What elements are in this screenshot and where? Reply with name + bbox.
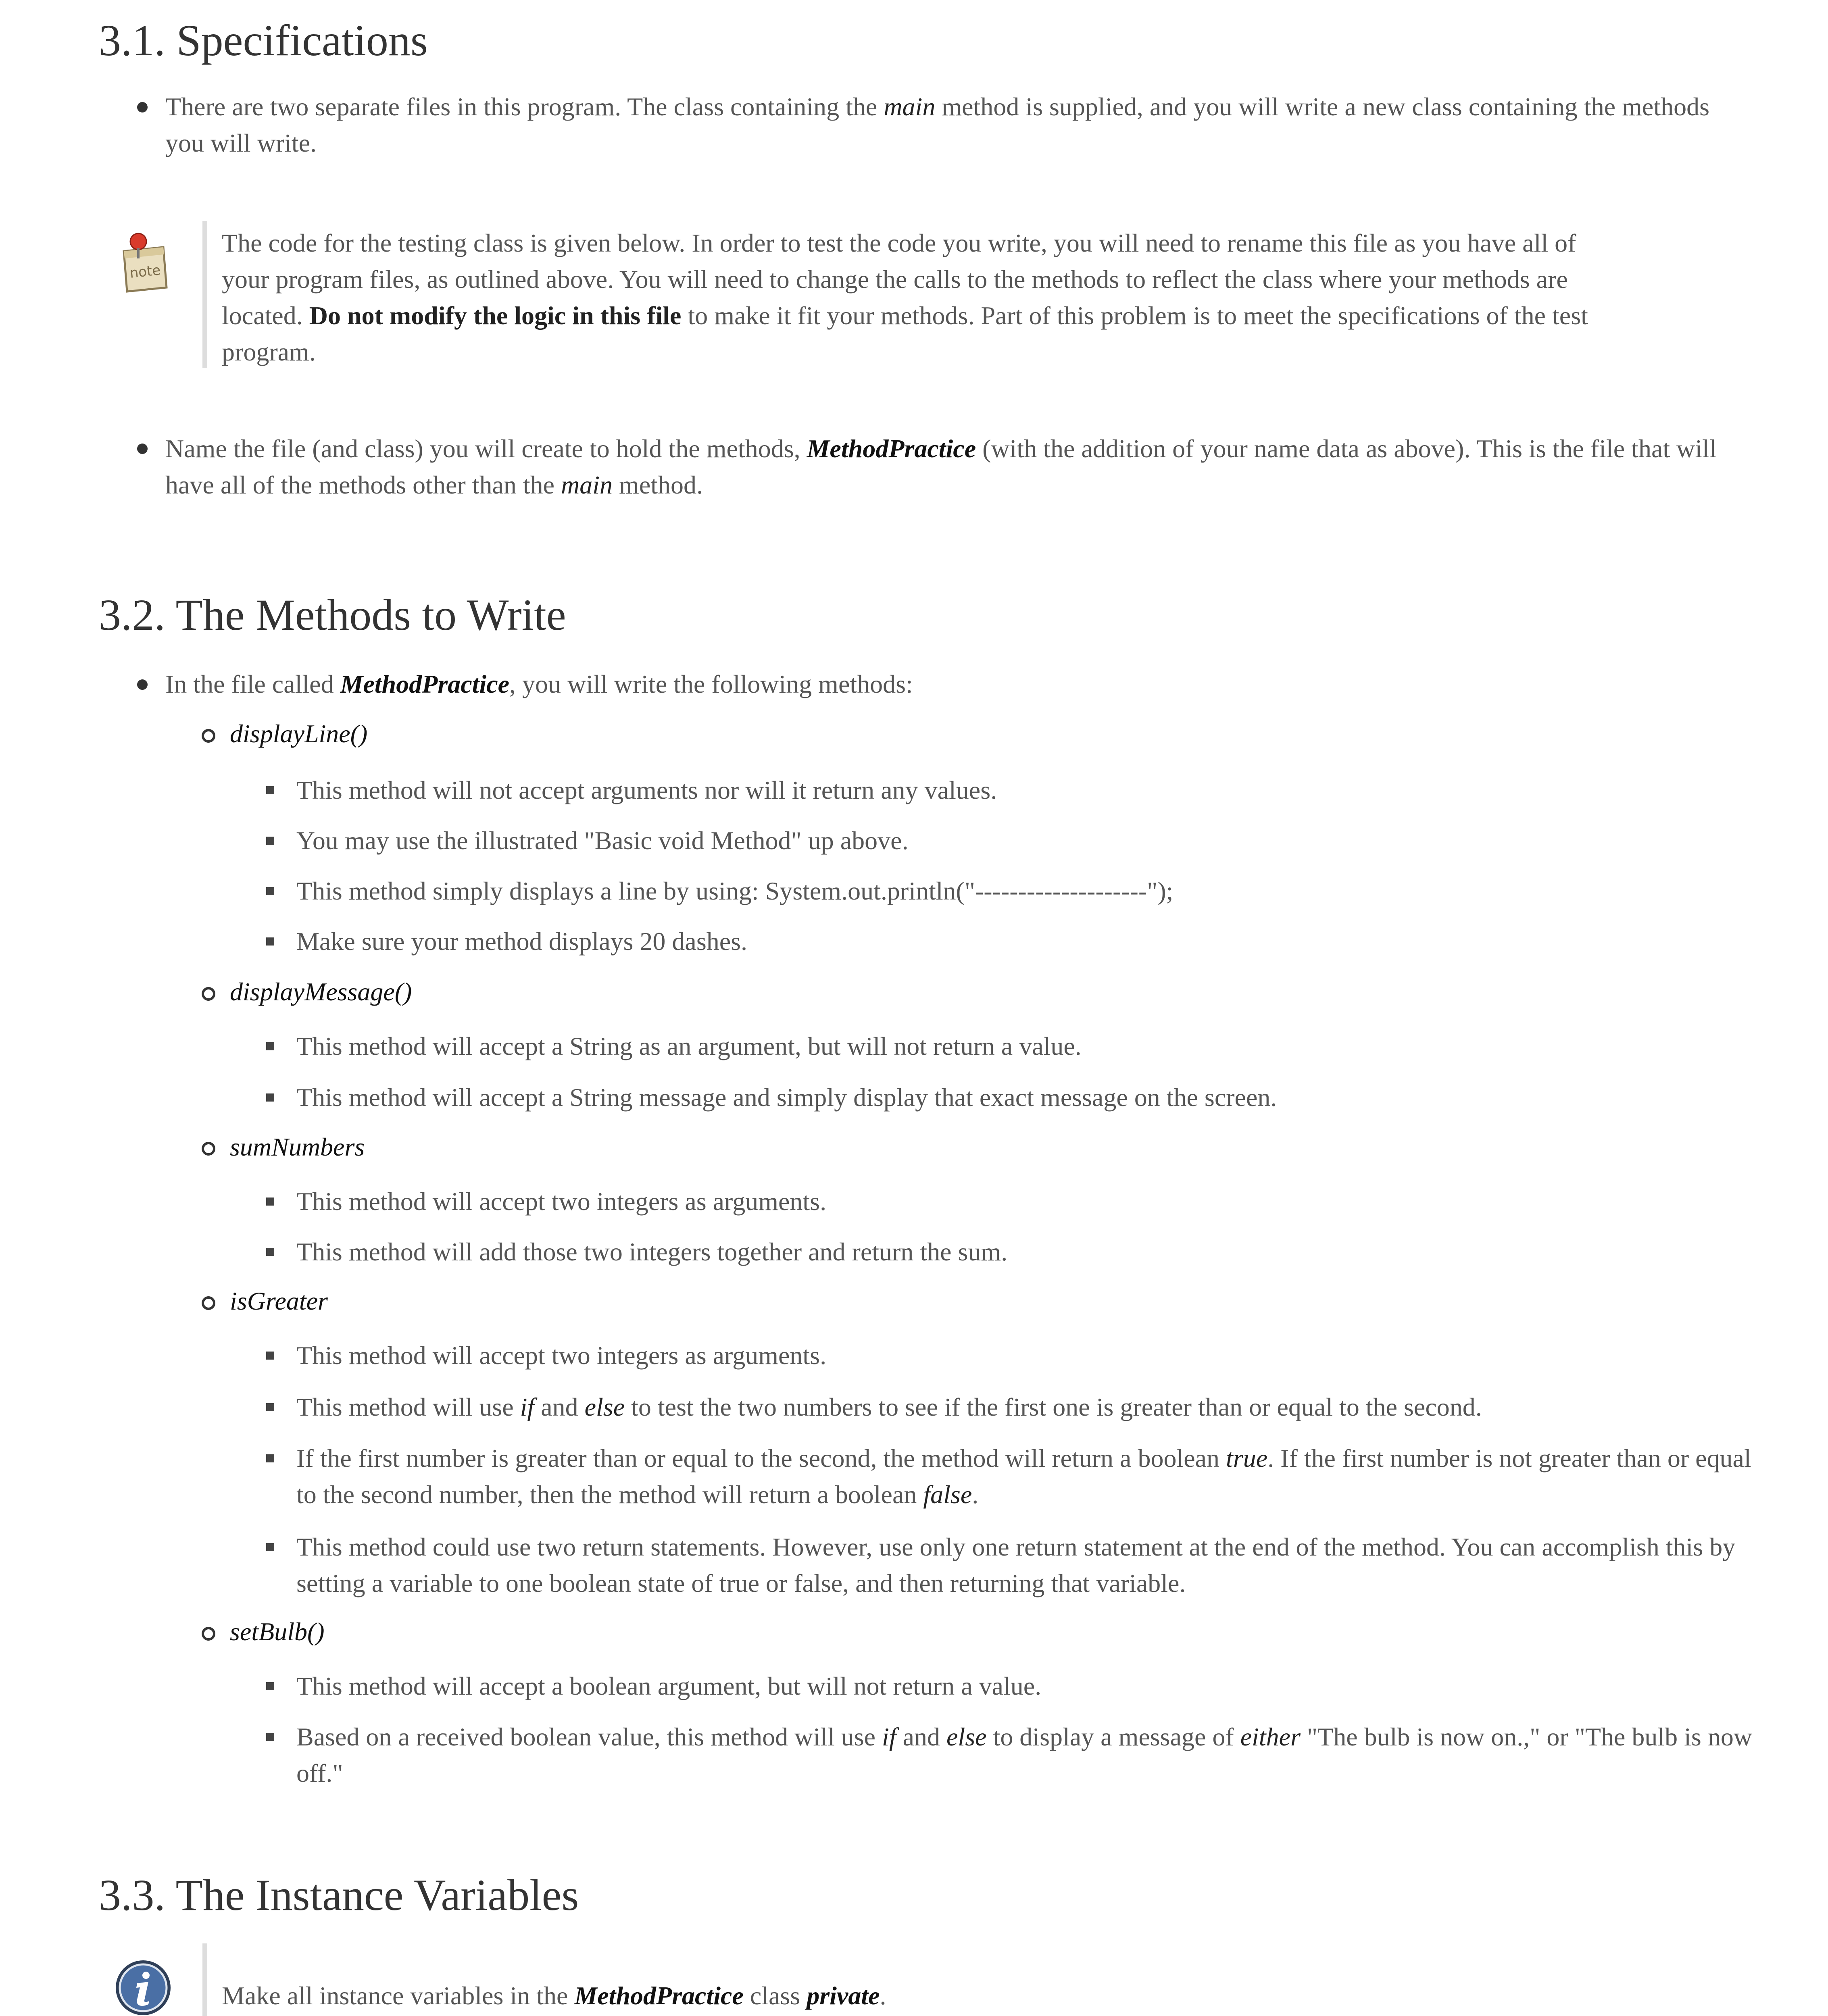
displayLine-item-1: This method will not accept arguments nor will it return any values.	[296, 776, 997, 804]
main-keyword: main	[884, 92, 936, 121]
sub-sub-bullet	[266, 1248, 274, 1256]
setBulb-item-1: This method will accept a boolean argument, but will not return a value.	[296, 1672, 1042, 1700]
info-private-variables: Make all instance variables in the MethodPractice class private.	[222, 1981, 886, 2010]
spec-bullet-files: There are two separate files in this program. The class containing the main method is supplied, and you will write a new class containing the methods you will write.	[165, 92, 1709, 157]
sub-bullet	[202, 987, 215, 1001]
method-displayLine: displayLine()	[230, 719, 368, 748]
section-title-specifications: 3.1. Specifications	[99, 16, 428, 65]
isGreater-item-4: This method could use two return statements. However, use only one return statement at the end of the method. You can accomplish this by setting a variable to one boolean state of true or false, and then returning that variable.	[296, 1533, 1736, 1597]
method-displayMessage: displayMessage()	[230, 977, 412, 1006]
sub-bullet	[202, 1142, 215, 1156]
note-divider	[202, 221, 207, 368]
sub-sub-bullet	[266, 1198, 274, 1206]
note-icon	[115, 228, 175, 296]
sub-sub-bullet	[266, 1682, 274, 1690]
sub-sub-bullet	[266, 937, 274, 946]
displayLine-item-3: This method simply displays a line by using: System.out.println("--------------------");	[296, 877, 1174, 905]
sub-sub-bullet	[266, 1042, 274, 1050]
sumNumbers-item-1: This method will accept two integers as arguments.	[296, 1187, 827, 1216]
method-setBulb: setBulb()	[230, 1617, 325, 1646]
displayMessage-item-1: This method will accept a String as an argument, but will not return a value.	[296, 1032, 1082, 1060]
isGreater-item-2: This method will use if and else to test the two numbers to see if the first one is greater than or equal to the second.	[296, 1393, 1482, 1421]
sub-sub-bullet	[266, 786, 274, 794]
sub-sub-bullet	[266, 1093, 274, 1102]
sub-sub-bullet	[266, 887, 274, 895]
sub-sub-bullet	[266, 1733, 274, 1741]
info-icon	[113, 1958, 173, 2016]
displayMessage-item-2: This method will accept a String message and simply display that exact message on the screen.	[296, 1083, 1277, 1112]
note-testing-class: The code for the testing class is given below. In order to test the code you write, you will need to rename this file as you have all of your program files, as outlined above. You will need to change the calls to the methods to reflect the class where your methods are located. Do not modify the logic in this file to make it fit your methods. Part of this problem is to meet the specifications of the test program.	[222, 229, 1588, 366]
bullet	[137, 679, 148, 690]
spec-bullet-name-file: Name the file (and class) you will create to hold the methods, MethodPractice (with the addition of your name data as above). This is the file that will have all of the methods other than the main method.	[165, 434, 1717, 499]
sub-bullet	[202, 729, 215, 743]
section-title-instance-variables: 3.3. The Instance Variables	[99, 1870, 579, 1920]
isGreater-item-3: If the first number is greater than or equal to the second, the method will return a boolean true. If the first number is not greater than or equal to the second number, then the method will return a boolean false.	[296, 1444, 1751, 1509]
sumNumbers-item-2: This method will add those two integers together and return the sum.	[296, 1237, 1008, 1266]
bullet	[137, 102, 148, 112]
section-title-methods: 3.2. The Methods to Write	[99, 590, 566, 639]
sub-sub-bullet	[266, 837, 274, 845]
sub-sub-bullet	[266, 1352, 274, 1360]
method-isGreater: isGreater	[230, 1287, 328, 1315]
sub-sub-bullet	[266, 1454, 274, 1462]
info-divider	[202, 1943, 207, 2016]
method-sumNumbers: sumNumbers	[230, 1133, 365, 1161]
sub-sub-bullet	[266, 1403, 274, 1411]
sub-sub-bullet	[266, 1543, 274, 1551]
bullet	[137, 444, 148, 454]
methods-intro: In the file called MethodPractice, you will write the following methods:	[165, 670, 913, 698]
isGreater-item-1: This method will accept two integers as arguments.	[296, 1341, 827, 1370]
sub-bullet	[202, 1296, 215, 1310]
setBulb-item-2: Based on a received boolean value, this method will use if and else to display a message of either "The bulb is now on.," or "The bulb is now off."	[296, 1722, 1753, 1787]
displayLine-item-4: Make sure your method displays 20 dashes.	[296, 927, 748, 956]
note-icon-label: note	[129, 262, 162, 281]
sub-bullet	[202, 1627, 215, 1641]
displayLine-item-2: You may use the illustrated "Basic void Method" up above.	[296, 826, 909, 855]
